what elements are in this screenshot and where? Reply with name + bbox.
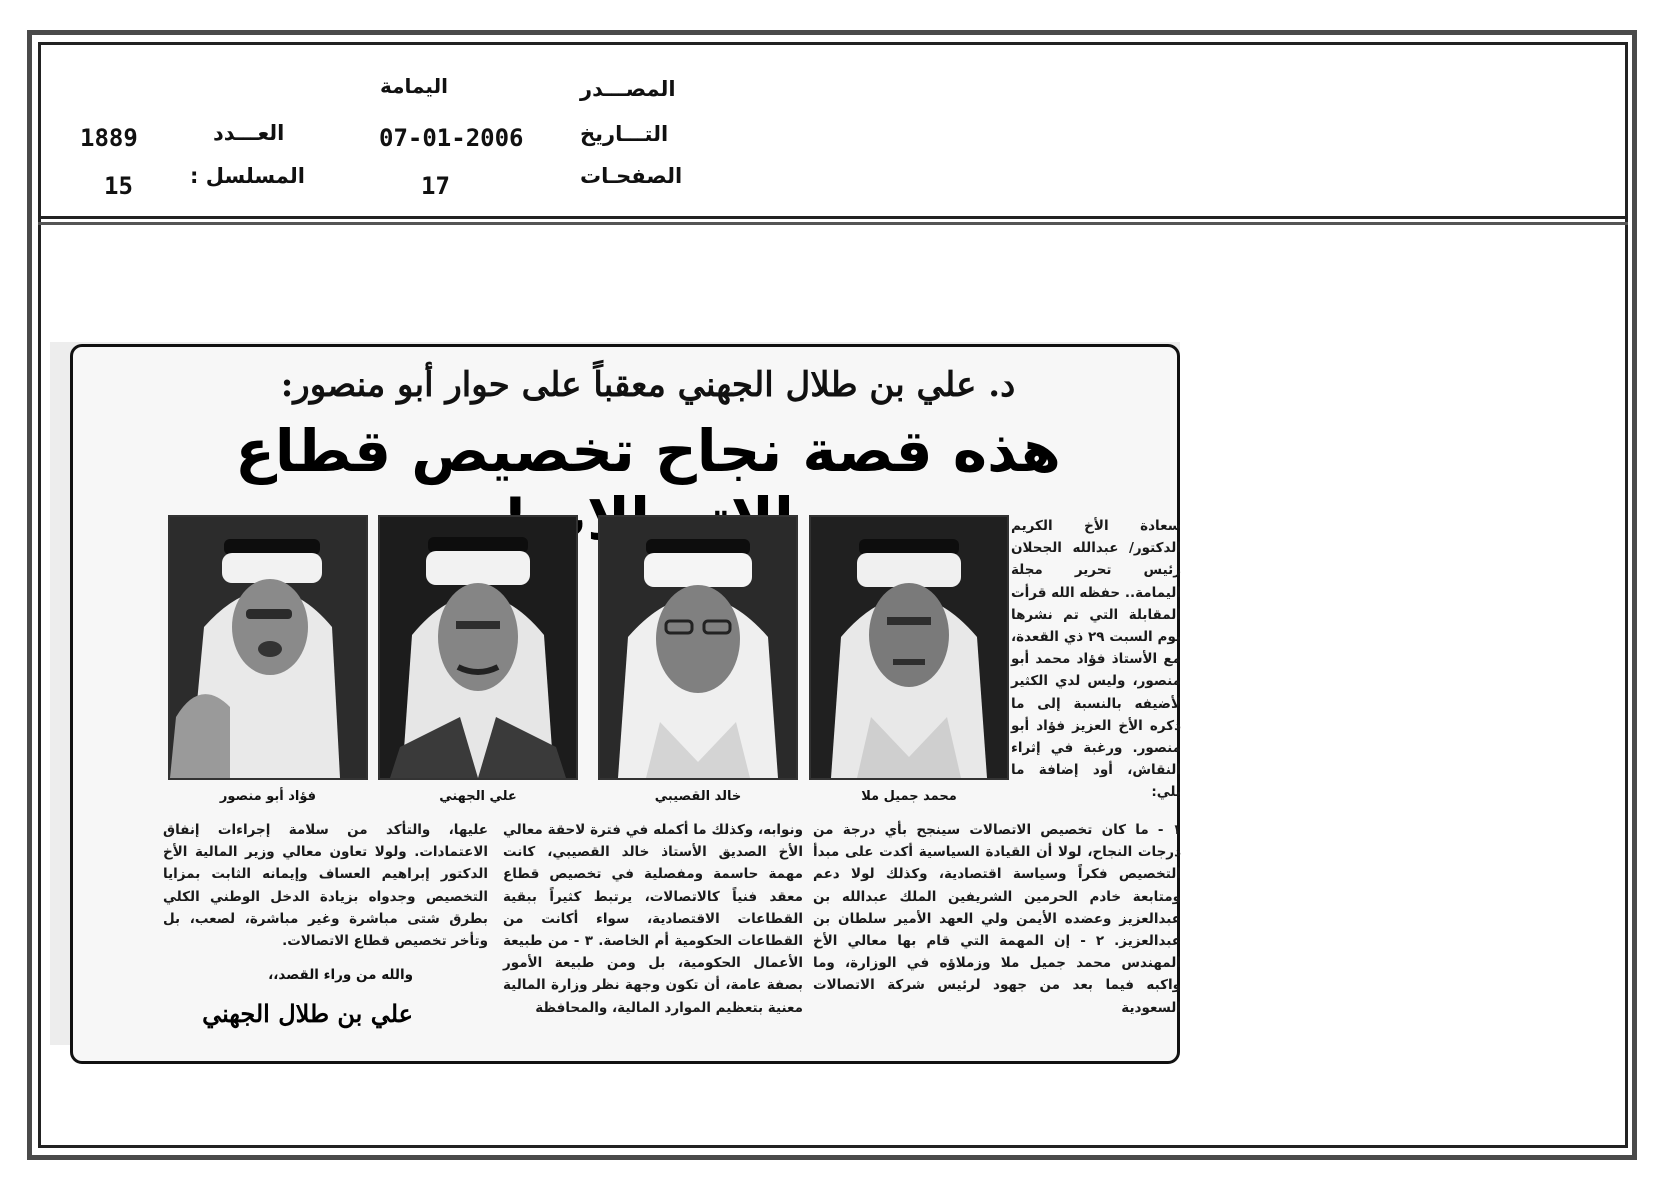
issue-label: العـــدد <box>213 121 285 145</box>
article-signoff: والله من وراء القصد،، <box>268 967 413 983</box>
photo-caption-4: فؤاد أبو منصور <box>219 789 317 804</box>
portrait-photo-4 <box>168 515 368 780</box>
date-label: التـــاريخ <box>580 122 669 146</box>
serial-value: 15 <box>104 172 133 200</box>
portrait-photo-3 <box>378 515 578 780</box>
pages-label: الصفحـات <box>580 164 683 188</box>
pages-value: 17 <box>421 172 450 200</box>
date-value: 07-01-2006 <box>379 124 524 152</box>
article-subtitle: د. علي بن طلال الجهني معقباً على حوار أبو منصور: <box>280 365 1016 405</box>
portrait-photo-2 <box>598 515 798 780</box>
photo-caption-3: علي الجهني <box>439 789 517 804</box>
photo-caption-1: محمد جميل ملا <box>861 789 957 804</box>
header-divider <box>38 216 1628 225</box>
issue-value: 1889 <box>80 124 138 152</box>
author-signature: علي بن طلال الجهني <box>202 999 413 1028</box>
article-box <box>70 344 1180 1064</box>
column-3-text: عليها، والتأكد من سلامة إجراءات إنفاق الاعتمادات. ولولا تعاون معالي وزير المالية الأخ الدكتور إبراهيم العساف وإيمانه الثابت بمزايا التخصيص وجدواه بزيادة الدخل الوطني الكلي بطرق شتى مباشرة وغير مباشرة، لصعب، بل وتأخر تخصيص قطاع الاتصالات. <box>163 822 488 950</box>
column-2-text: ونوابه، وكذلك ما أكمله في فترة لاحقة معالي الأخ الصديق الأستاذ خالد القصيبي، كانت مهمة حاسمة ومفصلية في تخصيص قطاع معقد فنياً كالاتصالات، يرتبط كثيراً ببقية القطاعات الاقتصادية، سواء أكانت من القطاعات الحكومية أم الخاصة. ٣ - من طبيعة الأعمال الحكومية، بل ومن طبيعة الأمور بصفة عامة، أن تكون وجهة نظر وزارة المالية معنية بتعظيم الموارد المالية، والمحافظة <box>503 822 803 1016</box>
serial-label: المسلسل : <box>190 164 305 188</box>
source-value: اليمامة <box>380 74 448 98</box>
newspaper-clipping <box>50 342 1180 1045</box>
intro-text: سعادة الأخ الكريم الدكتور/ عبدالله الجحلان رئيس تحرير مجلة اليمامة.. حفظه الله قرأت المقابلة التي تم نشرها يوم السبت ٢٩ ذي القعدة، مع الأستاذ فؤاد محمد أبو منصور، وليس لدي الكثير لأضيفه بالنسبة إلى ما ذكره الأخ العزيز فؤاد أبو منصور. ورغبة في إثراء النقاش، أود إضافة ما يلي: <box>1011 518 1181 801</box>
article-headline: هذه قصة نجاح تخصيص قطاع <box>235 417 1061 485</box>
column-1-text: ١ - ما كان تخصيص الاتصالات سينجح بأي درجة من درجات النجاح، لولا أن القيادة السياسية أكدت على مبدأ التخصيص فكراً وسياسة اقتصادية، وكذلك لولا دعم ومتابعة خادم الحرمين الشريفين الملك عبدالله بن عبدالعزيز وعضده الأيمن ولي العهد الأمير سلطان بن عبدالعزيز. ٢ - إن المهمة التي قام بها معالي الأخ المهندس محمد جميل ملا وزملاؤه في الوزارة، وما واكبه فيما بعد من جهود لرئيس شركة الاتصالات السعودية <box>813 822 1182 1016</box>
source-label: المصـــدر <box>580 77 676 101</box>
photo-caption-2: خالد القصيبي <box>654 789 742 804</box>
article-column-2 <box>503 819 803 1019</box>
portrait-photo-1 <box>809 515 1009 780</box>
article-column-1 <box>813 819 1181 1019</box>
article-column-3 <box>163 819 488 952</box>
article-intro <box>1011 515 1181 804</box>
